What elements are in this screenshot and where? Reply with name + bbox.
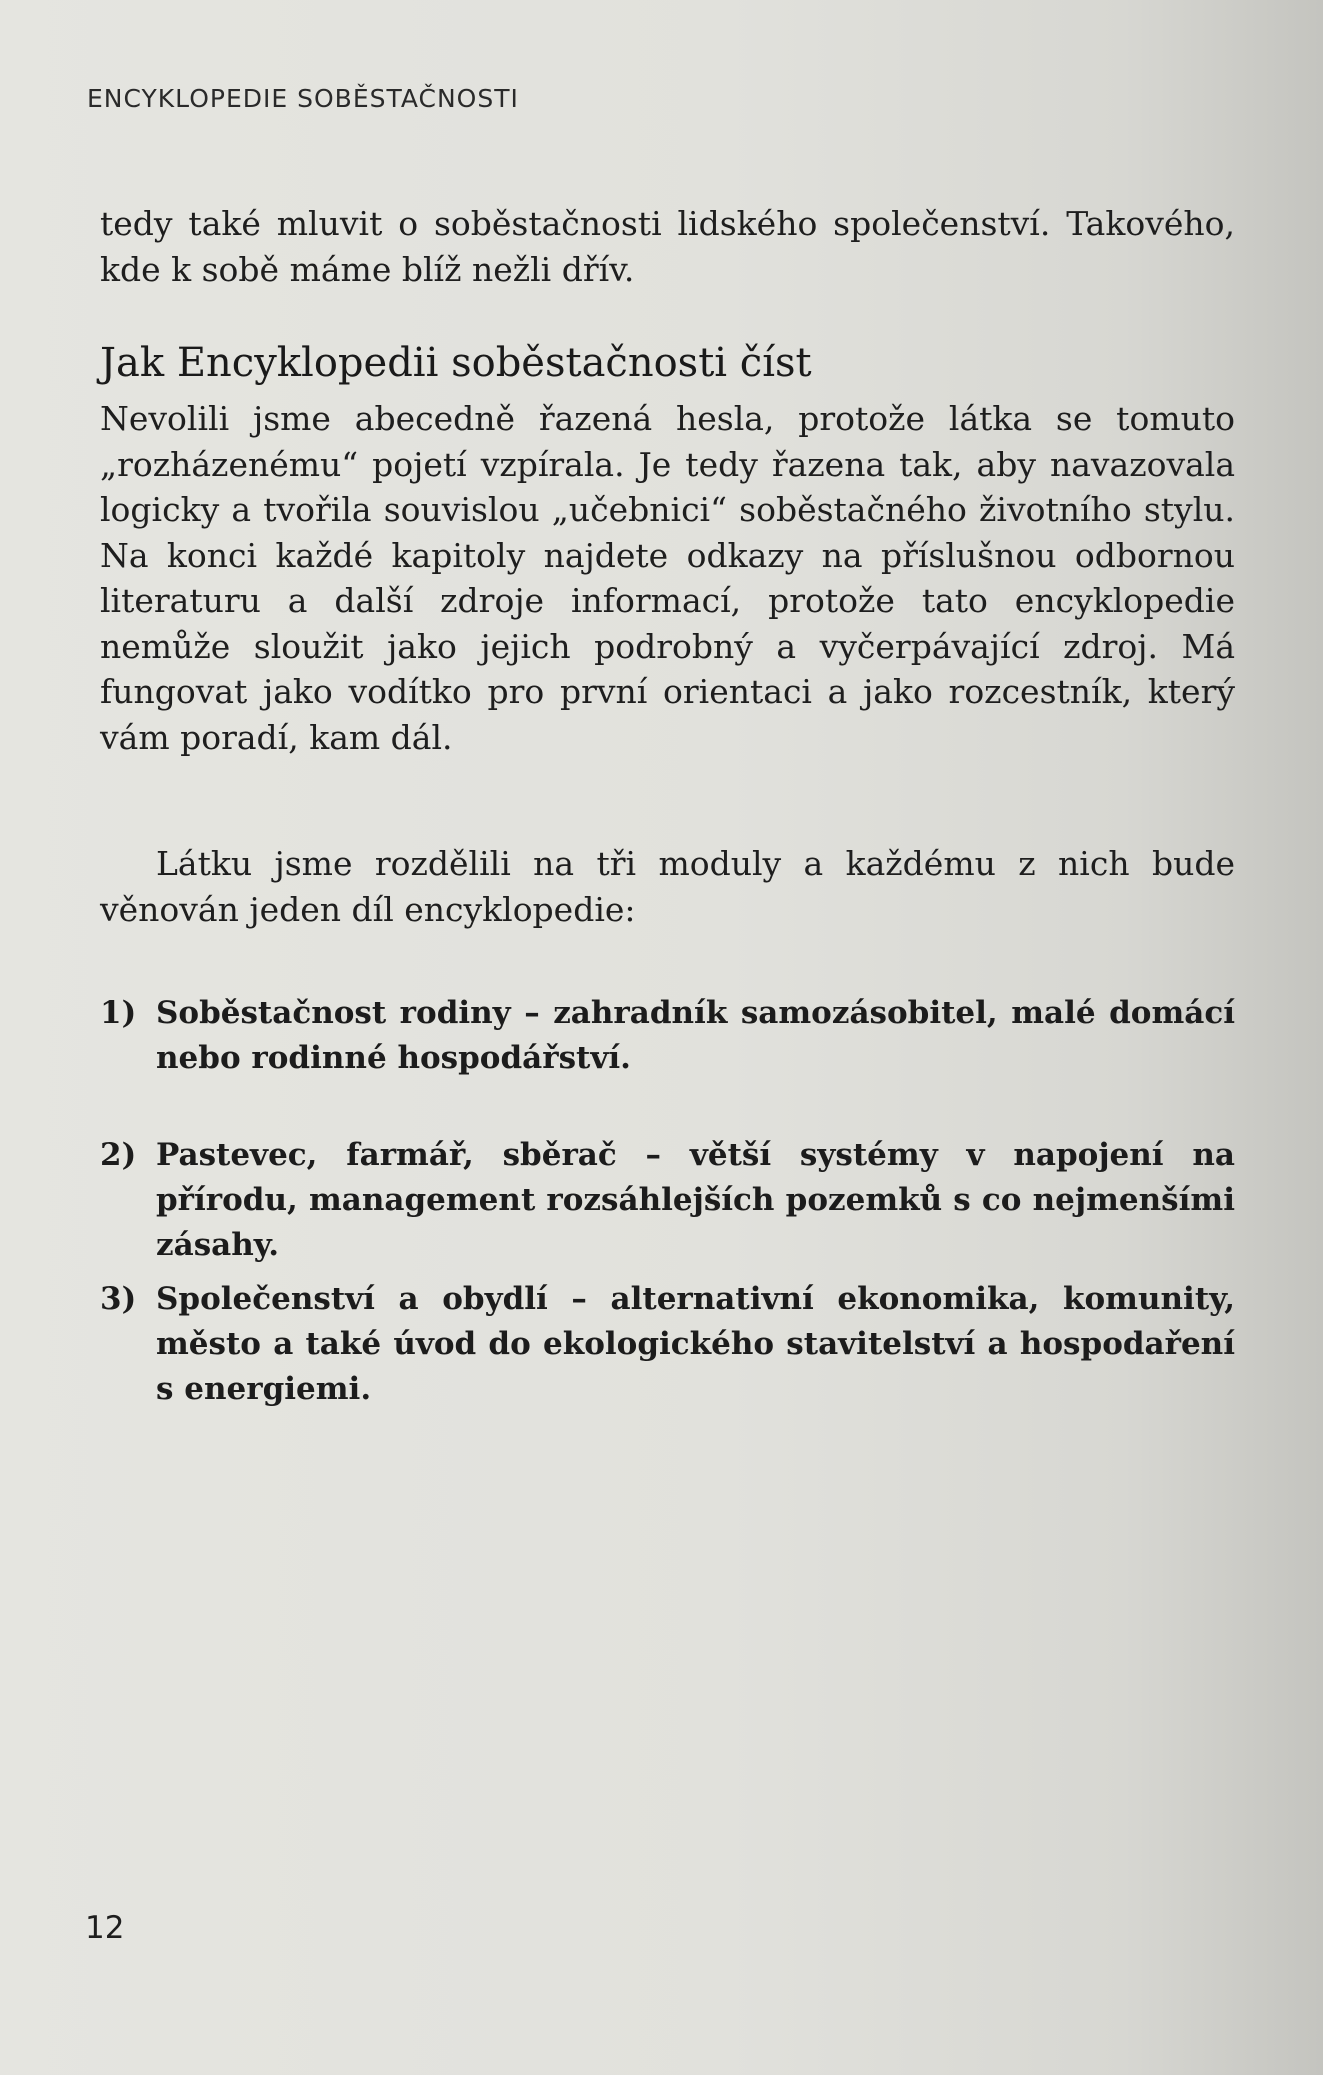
module-item-2	[100, 1133, 1235, 1268]
section-paragraph: Nevolili jsme abecedně řazená hesla, protože látka se tomuto „rozházenému“ pojetí vzpírala. Je tedy řazena tak, aby navazovala logicky a tvořila souvislou „učebnici“ soběstačného životního stylu. Na konci každé kapitoly najdete odkazy na příslušnou odbornou literaturu a další zdroje informací, protože tato encyklopedie nemůže sloužit jako jejich podrobný a vyčerpávající zdroj. Má fungovat jako vodítko pro první orientaci a jako rozcestník, který vám poradí, kam dál.	[100, 399, 1235, 757]
module-number: 2)	[100, 1137, 137, 1173]
module-number: 3)	[100, 1281, 137, 1317]
module-number: 1)	[100, 995, 137, 1031]
module-text: Soběstačnost rodiny – zahradník samozásobitel, malé domácí nebo rodinné hospodářství.	[156, 995, 1235, 1076]
module-item-3	[100, 1277, 1235, 1412]
page-number: 12	[85, 1910, 125, 1946]
intro-paragraph: tedy také mluvit o soběstačnosti lidského společenství. Takového, kde k sobě máme blíž nežli dřív.	[100, 204, 1235, 289]
module-item-1	[100, 991, 1235, 1081]
module-text: Společenství a obydlí – alternativní ekonomika, komunity, město a také úvod do ekologického stavitelství a hospodaření s energiemi.	[156, 1281, 1235, 1407]
module-text: Pastevec, farmář, sběrač – větší systémy v napojení na přírodu, management rozsáhlejších pozemků s co nejmenšími zásahy.	[156, 1137, 1235, 1263]
section-heading: Jak Encyklopedii soběstačnosti číst	[100, 340, 812, 386]
modules-intro-paragraph: Látku jsme rozdělili na tři moduly a každému z nich bude věnován jeden díl encyklopedie:	[100, 844, 1235, 929]
running-head: ENCYKLOPEDIE SOBĚSTAČNOSTI	[87, 84, 519, 113]
